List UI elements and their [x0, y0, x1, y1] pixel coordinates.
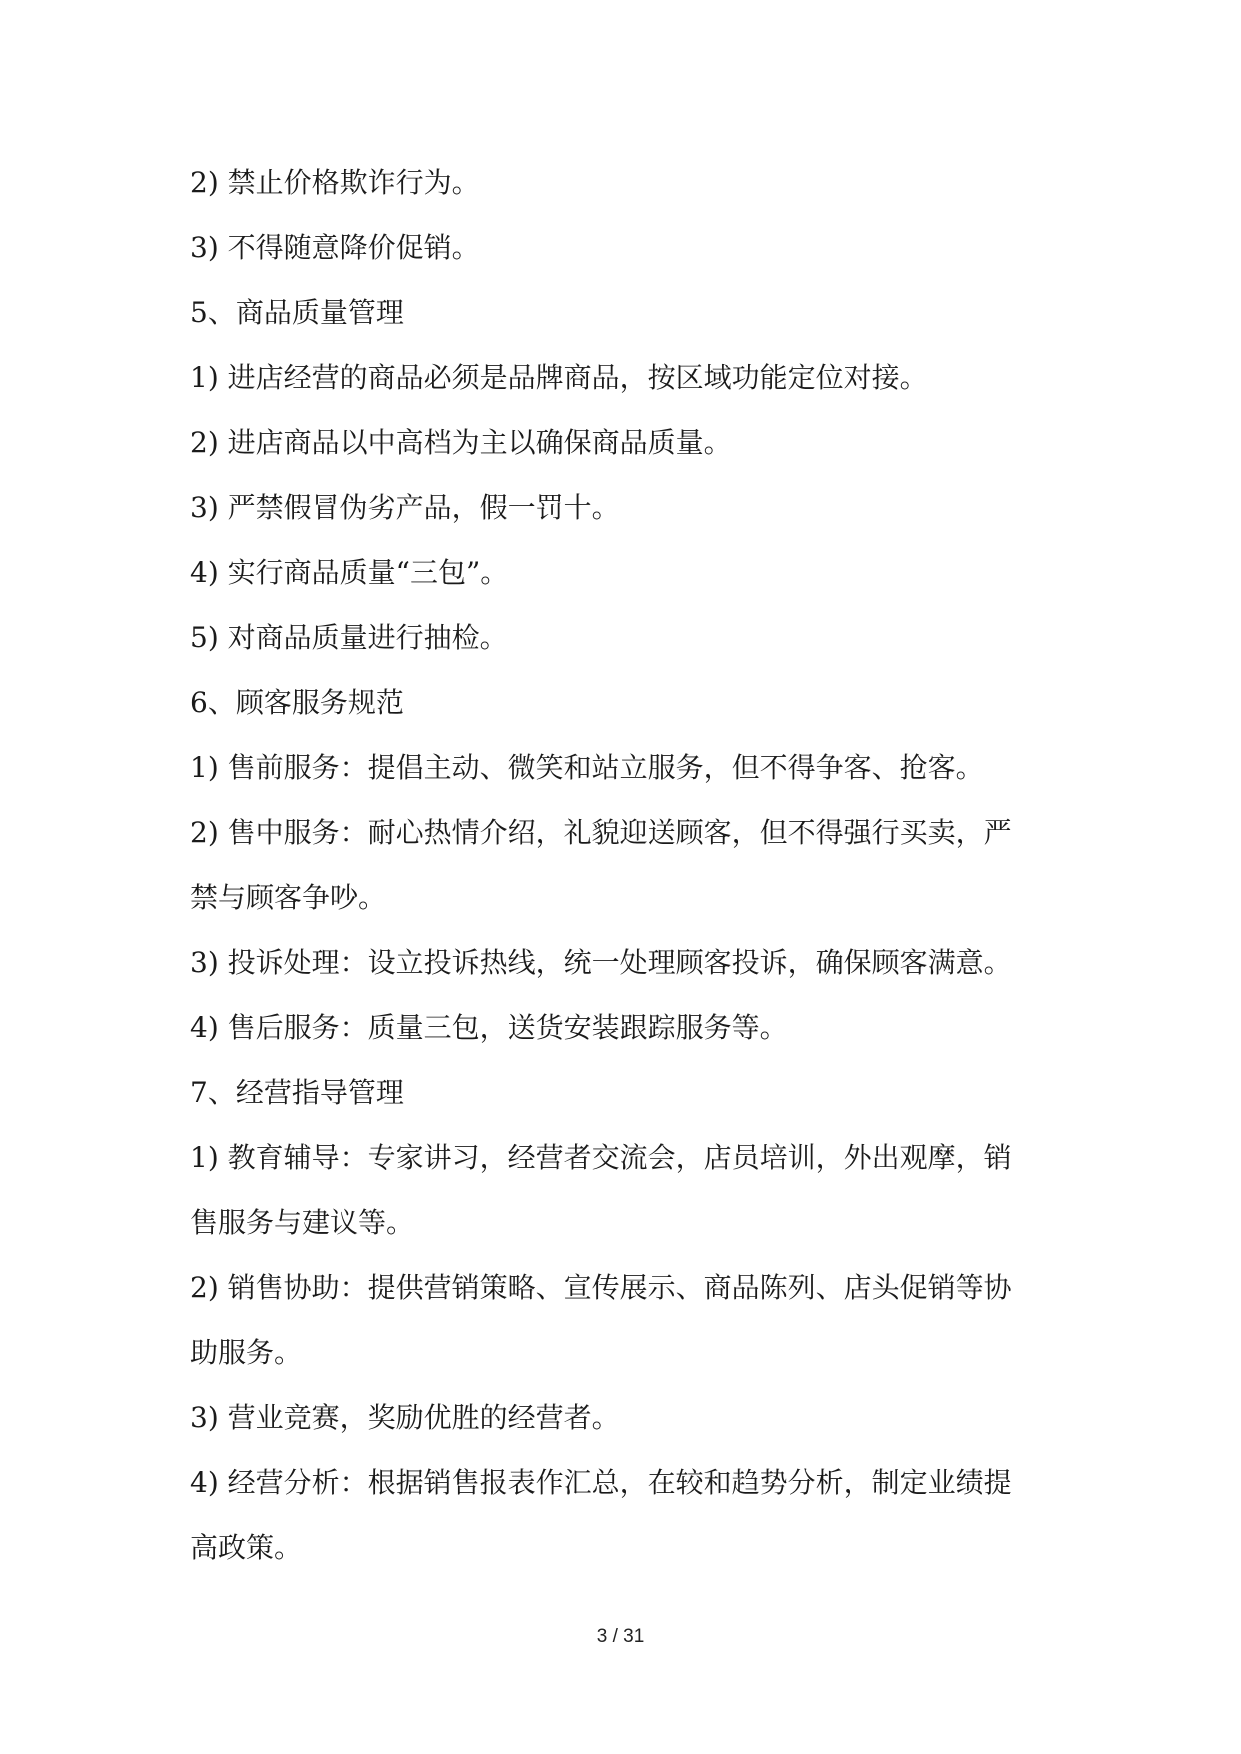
- list-item: 2) 禁止价格欺诈行为。: [190, 166, 480, 199]
- page-number: 3 / 31: [596, 1626, 645, 1647]
- list-item: 5) 对商品质量进行抽检。: [190, 621, 508, 654]
- list-item: 4) 经营分析：根据销售报表作汇总，在较和趋势分析，制定业绩提: [190, 1466, 1012, 1499]
- list-item-continuation: 高政策。: [190, 1531, 303, 1564]
- list-item: 1) 进店经营的商品必须是品牌商品，按区域功能定位对接。: [190, 361, 928, 394]
- list-item-continuation: 禁与顾客争吵。: [190, 881, 387, 914]
- list-item-continuation: 助服务。: [190, 1336, 303, 1369]
- list-item: 4) 售后服务：质量三包，送货安装跟踪服务等。: [190, 1011, 788, 1044]
- list-item: 2) 进店商品以中高档为主以确保商品质量。: [190, 426, 732, 459]
- list-item: 3) 严禁假冒伪劣产品，假一罚十。: [190, 491, 620, 524]
- list-item: 2) 售中服务：耐心热情介绍，礼貌迎送顾客，但不得强行买卖，严: [190, 816, 1012, 849]
- list-item: 3) 不得随意降价促销。: [190, 231, 480, 264]
- section-heading: 7、经营指导管理: [190, 1076, 404, 1109]
- list-item: 1) 售前服务：提倡主动、微笑和站立服务，但不得争客、抢客。: [190, 751, 984, 784]
- list-item: 3) 营业竞赛，奖励优胜的经营者。: [190, 1401, 620, 1434]
- list-item: 4) 实行商品质量“三包”。: [190, 556, 509, 589]
- document-body: [190, 150, 1060, 1580]
- list-item: 3) 投诉处理：设立投诉热线，统一处理顾客投诉，确保顾客满意。: [190, 946, 1012, 979]
- section-heading: 5、商品质量管理: [190, 296, 404, 329]
- list-item: 2) 销售协助：提供营销策略、宣传展示、商品陈列、店头促销等协: [190, 1271, 1012, 1304]
- list-item: 1) 教育辅导：专家讲习，经营者交流会，店员培训，外出观摩，销: [190, 1141, 1012, 1174]
- list-item-continuation: 售服务与建议等。: [190, 1206, 415, 1239]
- section-heading: 6、顾客服务规范: [190, 686, 404, 719]
